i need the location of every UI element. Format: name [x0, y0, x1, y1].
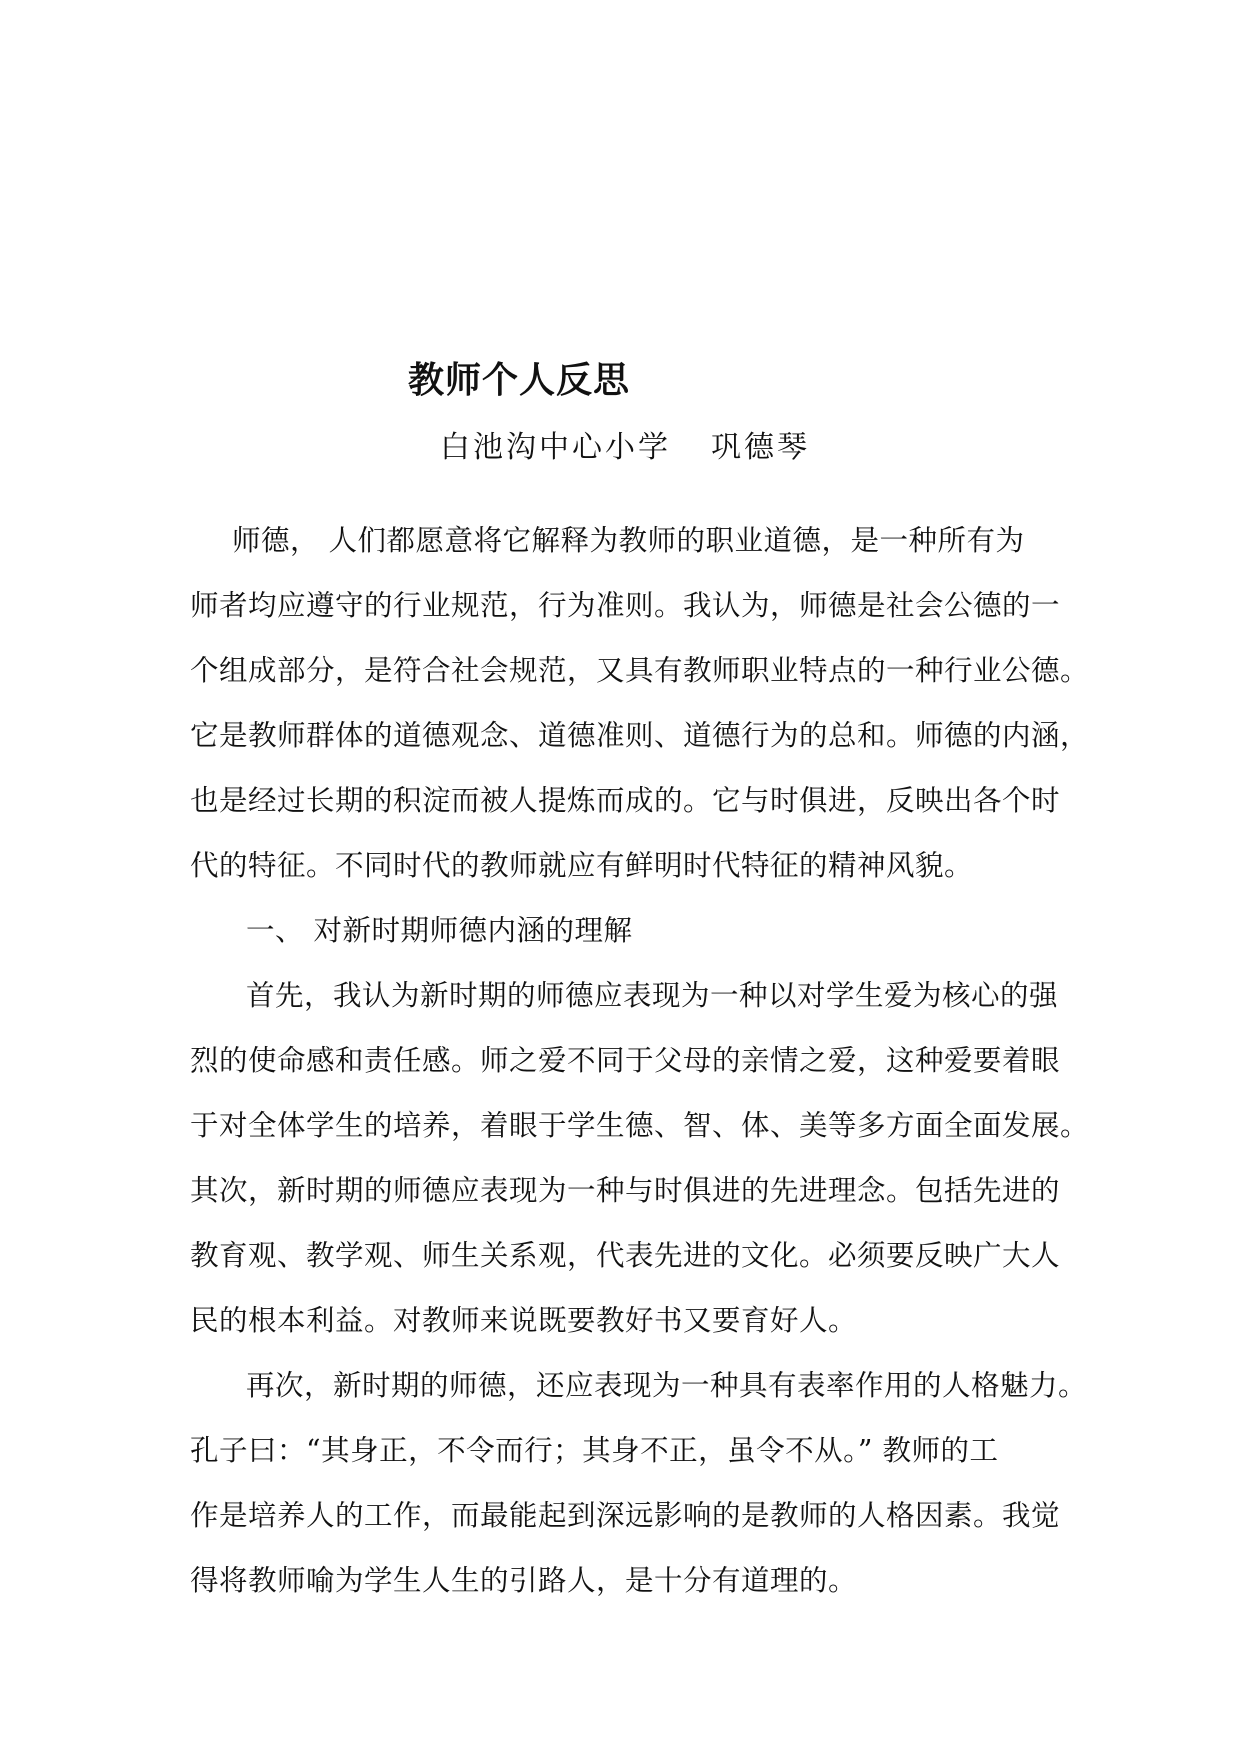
body-line: 首先，我认为新时期的师德应表现为一种以对学生爱为核心的强	[246, 979, 1059, 1012]
body-line: 师者均应遵守的行业规范，行为准则。我认为，师德是社会公德的一	[190, 589, 1061, 622]
body-line: 个组成部分，是符合社会规范，又具有教师职业特点的一种行业公德。	[190, 654, 1090, 687]
body-line: 师德， 人们都愿意将它解释为教师的职业道德，是一种所有为	[232, 524, 1025, 557]
body-line: 代的特征。不同时代的教师就应有鲜明时代特征的精神风貌。	[190, 849, 974, 882]
body-line: 其次，新时期的师德应表现为一种与时俱进的先进理念。包括先进的	[190, 1174, 1061, 1207]
author-byline	[440, 422, 810, 466]
school-name: 白池沟中心小学	[440, 430, 671, 465]
author-name: 巩德琴	[711, 430, 810, 465]
body-line: 也是经过长期的积淀而被人提炼而成的。它与时俱进，反映出各个时	[190, 784, 1061, 817]
body-line: 它是教师群体的道德观念、道德准则、道德行为的总和。师德的内涵，	[190, 719, 1090, 752]
body-line: 作是培养人的工作，而最能起到深远影响的是教师的人格因素。我觉	[190, 1499, 1061, 1532]
body-line: 得将教师喻为学生人生的引路人，是十分有道理的。	[190, 1564, 858, 1597]
body-line: 烈的使命感和责任感。师之爱不同于父母的亲情之爱，这种爱要着眼	[190, 1044, 1061, 1077]
document-title: 教师个人反思	[408, 359, 631, 401]
body-line: 民的根本利益。对教师来说既要教好书又要育好人。	[190, 1304, 858, 1337]
body-line: 再次，新时期的师德，还应表现为一种具有表率作用的人格魅力。	[246, 1369, 1088, 1402]
body-line: 于对全体学生的培养，着眼于学生德、智、体、美等多方面全面发展。	[190, 1109, 1090, 1142]
section-heading: 一、 对新时期师德内涵的理解	[246, 914, 633, 947]
body-line: 教育观、教学观、师生关系观，代表先进的文化。必须要反映广大人	[190, 1239, 1061, 1272]
body-line: 孔子曰：“其身正，不令而行；其身不正，虽令不从。” 教师的工	[190, 1434, 999, 1467]
